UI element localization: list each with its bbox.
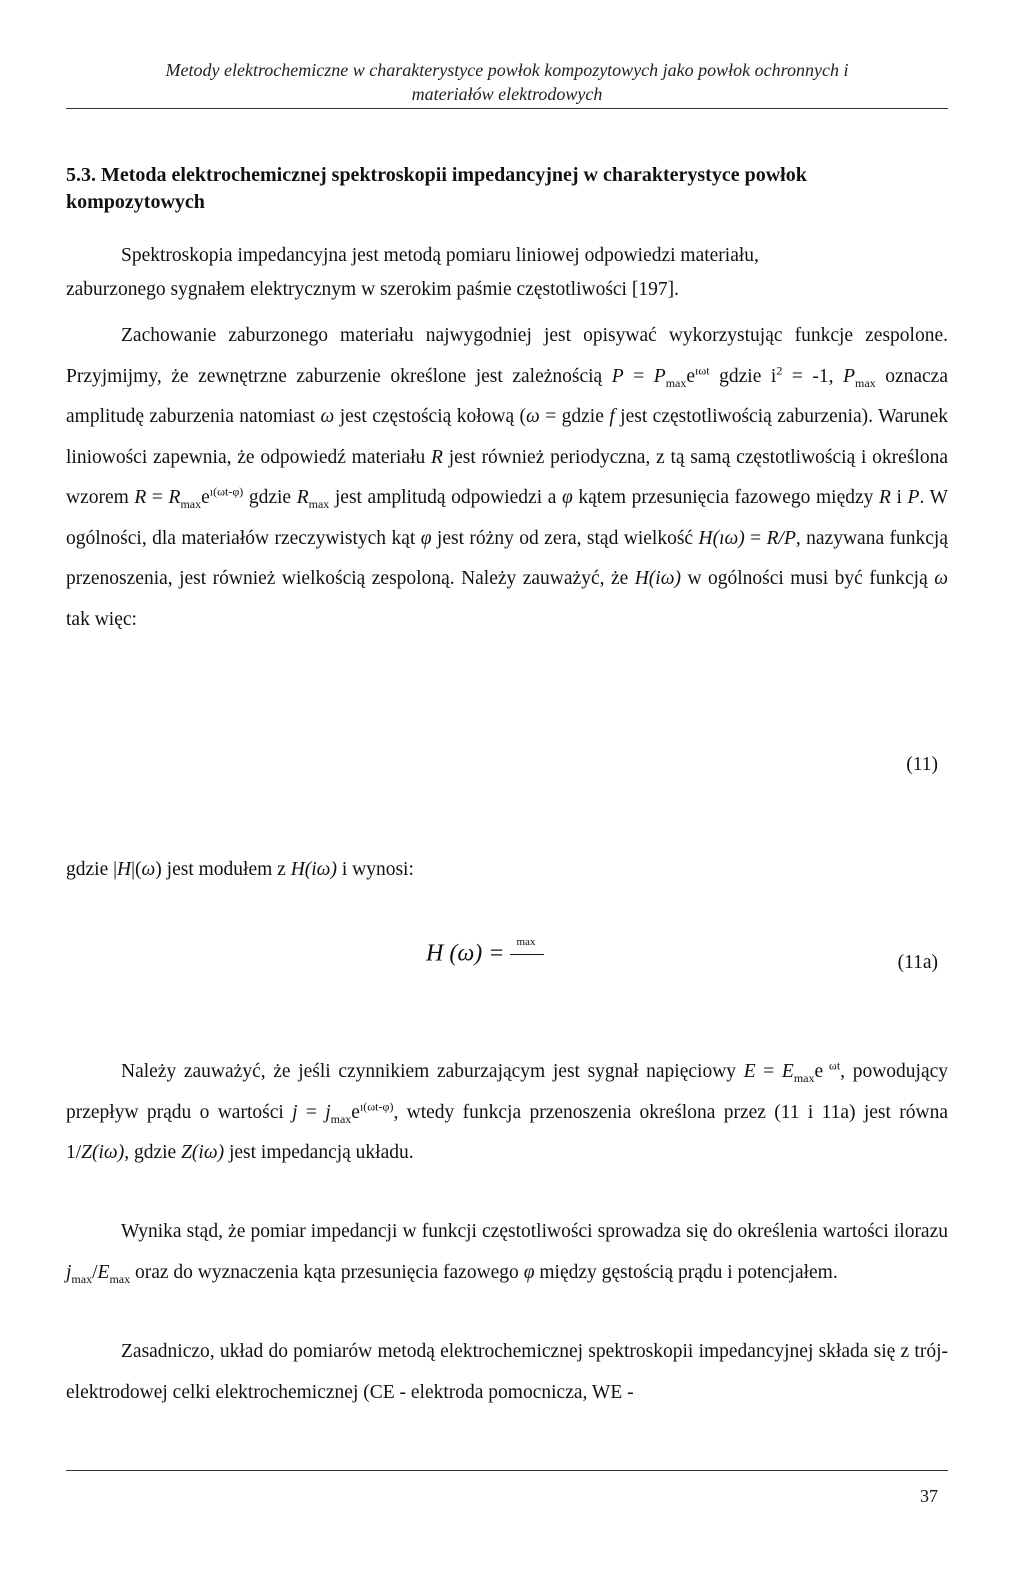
p2-text-i: gdzie [243, 487, 297, 508]
equation-11a-lhs: H (ω) = [426, 940, 505, 967]
paragraph-3 [66, 850, 948, 890]
p2-text-p: , nazywana funkcją przenoszenia, jest również wielkością zespoloną. Należy zauważyć, że [66, 527, 948, 589]
p3-symbol-Hiw: H(iω) [290, 859, 337, 880]
running-header [66, 58, 948, 106]
p2-text-k: kątem przesunięcia fazowego między [572, 487, 880, 508]
p2-symbol-P-3: P [907, 487, 920, 508]
p4-exp-2: ı(ωt-φ) [359, 1099, 394, 1113]
p2-omega: ω [320, 406, 335, 427]
p4-text-f: jest impedancją układu. [224, 1142, 414, 1163]
p2-symbol-RP: R/P [766, 527, 796, 549]
p4-text-d: , gdzie [124, 1142, 182, 1163]
p2-sup-2: 2 [776, 363, 783, 377]
p5-text-b: oraz do wyznaczenia kąta przesunięcia fazowego [130, 1261, 524, 1283]
p2-symbol-Hiw: H(iω) [634, 568, 681, 589]
p5-text-c: między gęstością prądu i potencjałem. [534, 1261, 838, 1283]
p3-text-c: ) jest modułem z [155, 859, 291, 880]
p3-text-b: |( [131, 859, 142, 880]
p3-symbol-H: H [117, 859, 132, 880]
p2-text-h: jest również periodyczna, z tą samą częstotliwością i określona wzorem [66, 446, 948, 508]
p4-sub-max-2: max [330, 1111, 352, 1126]
equation-11-label: (11) [906, 754, 938, 775]
paragraph-6: Zasadniczo, układ do pomiarów metodą elektrochemicznej spektroskopii impedancyjnej składa się z trój-elektrodowej celki elektrochemicznej (CE - elektroda pomocnicza, WE - [66, 1341, 948, 1403]
p2-text-c: = -1, [782, 365, 844, 387]
p2-text-e: jest częstością kołową ( [334, 406, 527, 427]
document-page [66, 0, 948, 1584]
p5-slash: / [92, 1261, 98, 1283]
paragraph-2 [66, 316, 948, 640]
equation-11a-numerator: max [516, 936, 536, 948]
p2-symbol-P: P [611, 365, 624, 387]
paragraph-4 [66, 1052, 948, 1174]
p2-text-j: jest amplitudą odpowiedzi a [329, 487, 562, 508]
p3-text-d: i wynosi: [336, 859, 414, 880]
p2-text-f: = gdzie [539, 406, 610, 427]
p2-expR: ı(ωt-φ) [209, 484, 244, 499]
p2-e: e [686, 365, 696, 387]
p4-text-a: Należy zauważyć, że jeśli czynnikiem zaburzającym jest sygnał napięciowy [121, 1061, 744, 1082]
p2-symbol-R-3: R [879, 487, 891, 508]
p3-omega: ω [141, 859, 156, 880]
p5-sub-max: max [71, 1271, 93, 1286]
p5-phi: φ [523, 1261, 535, 1283]
p4-text-b: , powodujący przepływ prądu o wartości [66, 1061, 949, 1123]
p2-text-g: jest częstotliwością zaburzenia). Warunek liniowości zapewnia, że odpowiedź materiału [66, 406, 948, 468]
p2-text-n: jest różny od zera, stąd wielkość [431, 527, 699, 549]
p5-symbol-E: E [97, 1261, 110, 1283]
paragraph-1-line-2: zaburzonego sygnałem elektrycznym w szerokim paśmie częstotliwości [197]. [66, 279, 679, 300]
p4-exp: ωt [823, 1058, 841, 1073]
p4-symbol-Z-2: Z(iω) [181, 1142, 225, 1163]
p2-symbol-H: H(ıω) [698, 527, 745, 549]
p4-eq-2: = [297, 1101, 326, 1123]
p2-phi: φ [561, 487, 573, 508]
p2-text-d: oznacza amplitudę zaburzenia natomiast [66, 365, 948, 427]
section-title: 5.3. Metoda elektrochemicznej spektroskopii impedancyjnej w charakterystyce powłok kompozytowych [66, 164, 807, 213]
running-header-line-1: Metody elektrochemiczne w charakterystyce powłok kompozytowych jako powłok ochronnych i [165, 60, 849, 80]
p2-text-q: w ogólności musi być funkcją [680, 568, 935, 589]
p2-eR: e [201, 487, 210, 508]
p4-symbol-jmax: j [325, 1101, 331, 1123]
p2-sub-max: max [665, 375, 687, 390]
p4-e: e [814, 1061, 824, 1082]
p2-phi-2: φ [420, 527, 432, 549]
p2-omega-3: ω [934, 568, 948, 589]
p2-symbol-Rmax: R [168, 487, 181, 508]
p4-symbol-j: j [292, 1101, 298, 1123]
p5-symbol-j: j [66, 1261, 72, 1283]
equation-11a [426, 936, 544, 970]
p2-symbol-R-2: R [134, 487, 147, 508]
p2-text-a: Zachowanie zaburzonego materiału najwygodniej jest opisywać wykorzystując funkcje zespolone. Przyjmijmy, że zewnętrzne zaburzenie określone jest zależnością [66, 325, 948, 387]
p4-text-c: , wtedy funkcja przenoszenia określona przez (11 i 11a) jest równa 1/ [66, 1101, 949, 1163]
page-number: 37 [920, 1486, 938, 1506]
p4-symbol-Z: Z(iω) [81, 1142, 125, 1163]
p2-symbol-f: f [609, 406, 615, 427]
header-divider [66, 108, 948, 109]
footer-divider [66, 1470, 948, 1471]
p5-sub-max-2: max [109, 1271, 131, 1286]
p2-symbol-Pmax-2: P [843, 365, 855, 387]
p4-symbol-Emax: E [781, 1061, 794, 1082]
p2-eq: = [623, 365, 654, 387]
p2-text-r: tak więc: [66, 608, 137, 630]
running-header-line-2: materiałów elektrodowych [411, 84, 603, 104]
p4-e-2: e [351, 1101, 360, 1123]
p2-symbol-Pmax: P [653, 365, 666, 387]
p5-text-a: Wynika stąd, że pomiar impedancji w funkcji częstotliwości sprowadza się do określenia wartości ilorazu [121, 1221, 948, 1242]
p3-text-a: gdzie | [66, 859, 118, 880]
p4-eq: = [755, 1061, 782, 1082]
paragraph-5 [66, 1212, 948, 1293]
p2-eq-2: = [146, 487, 169, 508]
p2-exp: ıωt [695, 363, 710, 377]
p2-text-l: i [890, 487, 908, 508]
p2-sub-maxR-2: max [308, 496, 330, 511]
fraction-bar [510, 954, 544, 955]
equation-11a-fraction [510, 936, 544, 970]
p2-symbol-R: R [431, 446, 443, 468]
p2-sub-maxR: max [180, 496, 202, 511]
p2-sub-max-2: max [855, 375, 876, 390]
p2-omega-2: ω [526, 406, 540, 427]
p4-sub-max: max [793, 1070, 815, 1085]
p2-symbol-Rmax-2: R [296, 487, 309, 508]
p4-symbol-E: E [743, 1061, 756, 1082]
equation-11a-label: (11a) [897, 952, 938, 973]
paragraph-1-line-1: Spektroskopia impedancyjna jest metodą pomiaru liniowej odpowiedzi materiału, [121, 245, 759, 266]
p2-text-b: gdzie i [709, 365, 777, 387]
paragraph-1 [66, 236, 948, 310]
p2-text-o: = [744, 527, 767, 549]
p2-text-m: . W ogólności, dla materiałów rzeczywistych kąt [66, 487, 948, 549]
